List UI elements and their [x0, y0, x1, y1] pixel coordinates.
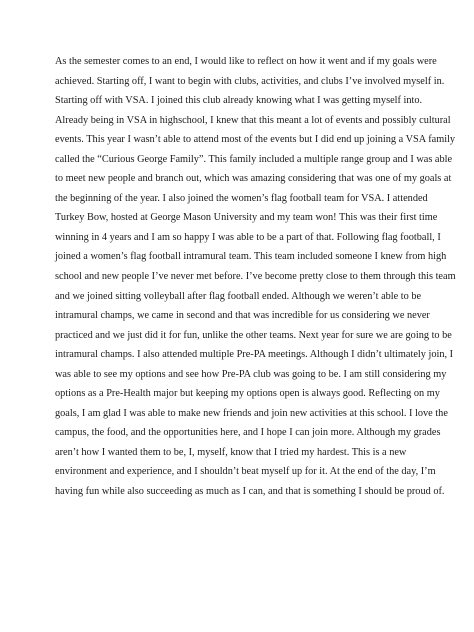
- text-line: goals, I am glad I was able to make new friends and join new activities at this school. I love the: [55, 407, 448, 419]
- text-line: and we joined sitting volleyball after flag football ended. Although we weren’t able to be: [55, 290, 422, 302]
- text-line: school and new people I’ve never met before. I’ve become pretty close to them through this team: [55, 271, 456, 283]
- text-line: aren’t how I wanted them to be, I, myself, know that I tried my hardest. This is a new: [55, 446, 407, 458]
- text-line: Turkey Bow, hosted at George Mason University and my team won! This was their first time: [55, 212, 438, 224]
- text-line: winning in 4 years and I am so happy I was able to be a part of that. Following flag football, I: [55, 231, 441, 243]
- text-line: intramural champs. I also attended multiple Pre-PA meetings. Although I didn’t ultimately join, I: [55, 349, 454, 361]
- essay-paragraph: [55, 52, 456, 502]
- text-line: joined a women’s flag football intramural team. This team included someone I knew from high: [55, 251, 447, 263]
- text-line: having fun while also succeeding as much as I can, and that is something I should be proud of.: [55, 486, 445, 498]
- text-line: to meet new people and branch out, which was amazing considering that was one of my goals at: [55, 173, 452, 185]
- text-line: options as a Pre-Health major but keeping my options open is always good. Reflecting on my: [55, 388, 440, 400]
- text-line: environment and experience, and I shouldn’t beat myself up for it. At the end of the day, I’m: [55, 466, 436, 478]
- text-line: the beginning of the year. I also joined the women’s flag football team for VSA. I attended: [55, 192, 428, 204]
- text-line: Starting off with VSA. I joined this club already knowing what I was getting myself into.: [55, 95, 423, 107]
- text-line: practiced and we just did it for fun, unlike the other teams. Next year for sure we are going to be: [55, 329, 452, 341]
- text-line: As the semester comes to an end, I would like to reflect on how it went and if my goals were: [55, 56, 437, 67]
- text-line: achieved. Starting off, I want to begin with clubs, activities, and clubs I’ve involved myself in.: [55, 75, 445, 87]
- text-line: called the “Curious George Family”. This family included a multiple range group and I was able: [55, 153, 453, 165]
- text-line: was able to see my options and see how Pre-PA club was going to be. I am still considering my: [55, 368, 447, 380]
- text-line: Already being in VSA in highschool, I knew that this meant a lot of events and possibly cultural: [55, 114, 451, 126]
- text-line: intramural champs, we came in second and that was incredible for us considering we never: [55, 310, 430, 322]
- text-line: campus, the food, and the opportunities here, and I hope I can join more. Although my grades: [55, 427, 441, 439]
- text-line: events. This year I wasn’t able to attend most of the events but I did end up joining a VSA family: [55, 134, 456, 146]
